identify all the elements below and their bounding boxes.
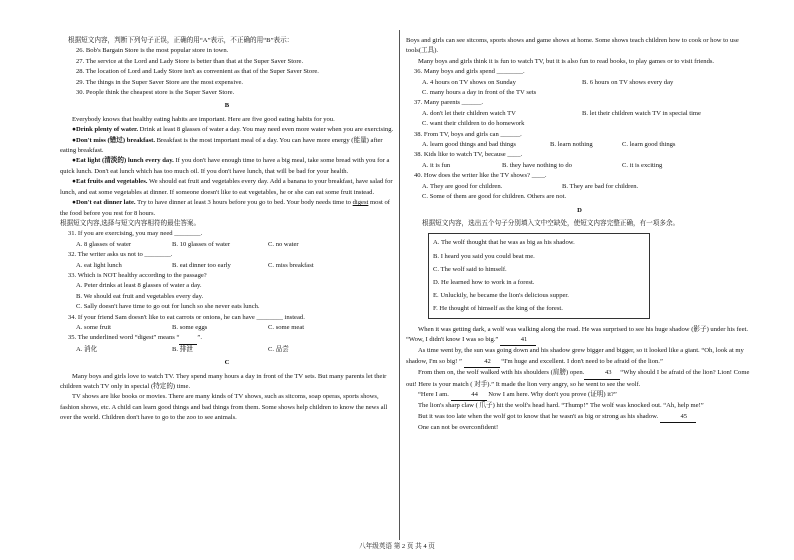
option-a[interactable]: A. 4 hours on TV shows on Sunday [422, 78, 516, 86]
answer-blank[interactable] [179, 333, 197, 344]
tf-item-30: 30. People think the cheapest store is the Super Saver Store. [76, 89, 235, 97]
tf-item-27: 27. The service at the Lord and Lady Store is better than that at the Super Saver Store. [76, 57, 304, 65]
habit-5-title: ●Don't eat dinner late. [72, 199, 136, 207]
option-b[interactable]: B. They are bad for children. [562, 182, 639, 190]
sentence-option-c: C. The wolf said to himself. [433, 265, 507, 273]
section-b-intro: Everybody knows that healthy eating habits are important. Here are five good eating habits for you. [72, 115, 335, 123]
story-text: Now I am here. Why don't you prove (证明) it?” [488, 390, 617, 398]
habit-2-title: ●Don't miss (错过) breakfast. [72, 136, 155, 144]
story-text: “Here I am. [418, 390, 449, 398]
story-text: When it was getting dark, a wolf was walking along the road. He was surprised to see his huge shadow (影子) under his feet. “Wow, I didn't know I was so big.” [406, 325, 748, 343]
option-c[interactable]: C. 品尝 [268, 345, 289, 353]
habit-3-text: If you don't have enough time to have a big meal, take some bread with you for a quick lunch. Don't eat lunch which has too much oil. If you don't have lunch, that will be bad for your health. [60, 157, 390, 175]
section-c-paragraph-1: Many boys and girls love to watch TV. They spend many hours a day in front of the TV sets. But many parents let their children watch TV only in special (特定的) time. [60, 372, 387, 390]
sentence-options-box [428, 233, 650, 318]
option-b[interactable]: B. let their children watch TV in special time [582, 109, 701, 117]
tf-item-29: 29. The things in the Super Saver Store are the most expensive. [76, 78, 244, 86]
left-column [60, 36, 394, 424]
story-text: But it was too late when the wolf got to know that he wasn't as big or strong as his shadow. [418, 412, 659, 420]
story-paragraph-1 [406, 325, 753, 347]
question-38-options [406, 140, 753, 150]
habit-5 [60, 198, 394, 219]
option-c[interactable]: C. learn good things [622, 141, 676, 149]
question-40: 40. How does the writer like the TV shows? ____. [414, 172, 547, 180]
option-a[interactable]: A. Peter drinks at least 8 glasses of water a day. [76, 282, 202, 290]
habit-3 [60, 156, 394, 177]
habit-4-title: ●Eat fruits and vegetables. [72, 178, 148, 186]
section-c-continued-1: Boys and girls can see sitcoms, sports shows and game shows at home. Some shows teach children how to cook or how to use tools(工具). [406, 37, 739, 55]
habit-2 [60, 136, 394, 157]
section-c-continued-2: Many boys and girls think it is fun to watch TV, but it is also fun to read books, to play games or to visit friends. [418, 57, 715, 65]
option-c[interactable]: C. Sally doesn't have time to go out for lunch so she never eats lunch. [76, 303, 260, 311]
right-column [406, 36, 753, 434]
sentence-option-f: F. He thought of himself as the king of the forest. [433, 305, 563, 313]
habit-4-text: We should eat fruit and vegetables every day. Add a banana to your breakfast, have salad for lunch, and eat some vegetables at dinner. If someone doesn't like to eat vegetables, he or she can eat some fruit instead. [60, 178, 393, 196]
option-c[interactable]: C. miss breakfast [268, 261, 314, 269]
story-paragraph-6 [406, 412, 753, 423]
question-35 [60, 333, 394, 344]
habit-1-title: ●Drink plenty of water. [72, 126, 139, 134]
option-a[interactable]: A. it is fun [422, 161, 451, 169]
story-paragraph-2 [406, 346, 753, 368]
habit-4 [60, 177, 394, 198]
section-b-instruction: 根据短文内容,选择与短文内容相符的最佳答案。 [60, 219, 201, 227]
question-32-options [60, 261, 394, 271]
question-36-options [406, 78, 753, 88]
story-text: “I'm huge and excellent. I don't need to be afraid of the lion.” [501, 357, 663, 365]
question-35-options [60, 345, 394, 355]
habit-5-text-post: most of the food before you rest for 8 hours. [60, 199, 390, 217]
habit-3-title: ●Eat light (清淡的) lunch every day. [72, 157, 174, 165]
column-divider [399, 30, 400, 540]
option-a[interactable]: A. eat light lunch [76, 261, 122, 269]
question-31-options [60, 240, 394, 250]
option-c[interactable]: C. many hours a day in front of the TV sets [422, 89, 537, 97]
story-paragraph-3 [406, 368, 753, 390]
option-b[interactable]: B. 排泄 [172, 345, 193, 353]
option-b[interactable]: B. eat dinner too early [172, 261, 231, 269]
sentence-option-d: D. He learned how to work in a forest. [433, 278, 535, 286]
question-39-options [406, 161, 753, 171]
option-b[interactable]: B. some eggs [172, 323, 208, 331]
question-36: 36. Many boys and girls spend ________. [414, 68, 525, 76]
question-39: 38. Kids like to watch TV, because ____. [414, 151, 523, 159]
blank-45[interactable]: 45 [660, 412, 696, 423]
option-a[interactable]: A. 消化 [76, 345, 98, 353]
page-footer: 八年级英语 第 2 页 共 4 页 [359, 543, 435, 550]
option-b[interactable]: B. they have nothing to do [502, 161, 572, 169]
option-a[interactable]: A. don't let their children watch TV [422, 109, 516, 117]
option-c[interactable]: C. some meat [268, 323, 305, 331]
option-b[interactable]: B. 10 glasses of water [172, 240, 231, 248]
question-34-options [60, 323, 394, 333]
section-c-label: C [224, 359, 230, 367]
story-paragraph-7: One can not be overconfident! [418, 424, 499, 432]
blank-43[interactable]: 43 [584, 368, 620, 379]
tf-item-26: 26. Bob's Bargain Store is the most popular store in town. [76, 47, 229, 55]
question-31: 31. If you are exercising, you may need ________. [68, 230, 203, 238]
blank-44[interactable]: 44 [451, 390, 487, 401]
story-paragraph-5: The lion's sharp claw ( 爪子) hit the wolf's head hard. “Thump!” The wolf was knocked out. “Ah, help me!” [418, 402, 704, 410]
question-38: 38. From TV, boys and girls can ______. [414, 130, 522, 138]
option-a[interactable]: A. They are good for children. [422, 182, 503, 190]
option-c[interactable]: C. no water [268, 240, 299, 248]
section-d-instruction: 根据短文内容，选出五个句子分别填入文中空缺处，使短文内容完整正确，有一项多余。 [422, 219, 680, 227]
option-b[interactable]: B. We should eat fruit and vegetables every day. [76, 292, 204, 300]
section-b-label: B [224, 102, 230, 110]
option-c[interactable]: C. Some of them are good for children. Others are not. [422, 193, 567, 201]
question-32: 32. The writer asks us not to ________. [68, 251, 173, 259]
option-a[interactable]: A. learn good things and bad things [422, 141, 516, 149]
question-33: 33. Which is NOT healthy according to the passage? [68, 271, 207, 279]
sentence-option-a: A. The wolf thought that he was as big as his shadow. [433, 239, 575, 247]
story-paragraph-4 [406, 390, 753, 401]
option-b[interactable]: B. learn nothing [550, 141, 593, 149]
option-a[interactable]: A. some fruit [76, 323, 111, 331]
option-c[interactable]: C. want their children to do homework [422, 120, 525, 128]
story-text: As time went by, the sun was going down and his shadow grew bigger and bigger, so it looked like a giant. “Oh, look at my shadow, I'm so big! ” [406, 347, 744, 365]
tf-intro: 根据短文内容，判断下列句子正误，正确的用“A”表示，不正确的用“B”表示： [68, 37, 294, 44]
habit-5-text-pre: Try to have dinner at least 3 hours before you go to bed. Your body needs time to [135, 199, 353, 207]
section-d-label: D [577, 206, 582, 214]
sentence-option-b: B. I heard you said you could beat me. [433, 252, 535, 260]
section-c-paragraph-2: TV shows are like books or movies. There are many kinds of TV shows, such as sitcoms, soap operas, sports shows, fashion shows, etc. A child can learn good things and bad things from them. Some shows help children to know the news all over the world. Children don't have to go to the zoo to see animals. [60, 393, 388, 422]
underlined-digest: digest [352, 199, 369, 207]
option-c[interactable]: C. it is exciting [622, 161, 663, 169]
question-34: 34. If your friend Sam doesn't like to eat carrots or onions, he can have ________ instead. [68, 313, 305, 321]
question-40-options [406, 182, 753, 192]
habit-2-text: Breakfast is the most important meal of a day. You can have more energy (能量) after eating breakfast. [60, 136, 383, 155]
question-35-close: ”. [197, 334, 202, 342]
question-37: 37. Many parents ______. [414, 99, 484, 107]
habit-1 [60, 125, 394, 135]
habit-1-text: Drink at least 8 glasses of water a day. You may need even more water when you are exercising. [138, 126, 394, 134]
story-text: From then on, the wolf walked with his shoulders (肩膀) open. [418, 369, 585, 377]
sentence-option-e: E. Unluckily, he became the lion's delicious supper. [433, 292, 569, 300]
option-a[interactable]: A. 8 glasses of water [76, 240, 132, 248]
blank-41[interactable]: 41 [500, 335, 536, 346]
question-35-text: 35. The underlined word “digest” means “ [68, 334, 180, 342]
blank-42[interactable]: 42 [464, 357, 500, 368]
question-37-options [406, 109, 753, 119]
option-b[interactable]: B. 6 hours on TV shows every day [582, 78, 674, 86]
story-text: “Why should I be afraid of the lion? Lion! Come out! Here is your match ( 对手).” It made the lion very angry, so he went to see the wolf. [406, 369, 750, 388]
tf-item-28: 28. The location of Lord and Lady Store isn't as convenient as that of the Super Saver Store. [76, 68, 319, 76]
